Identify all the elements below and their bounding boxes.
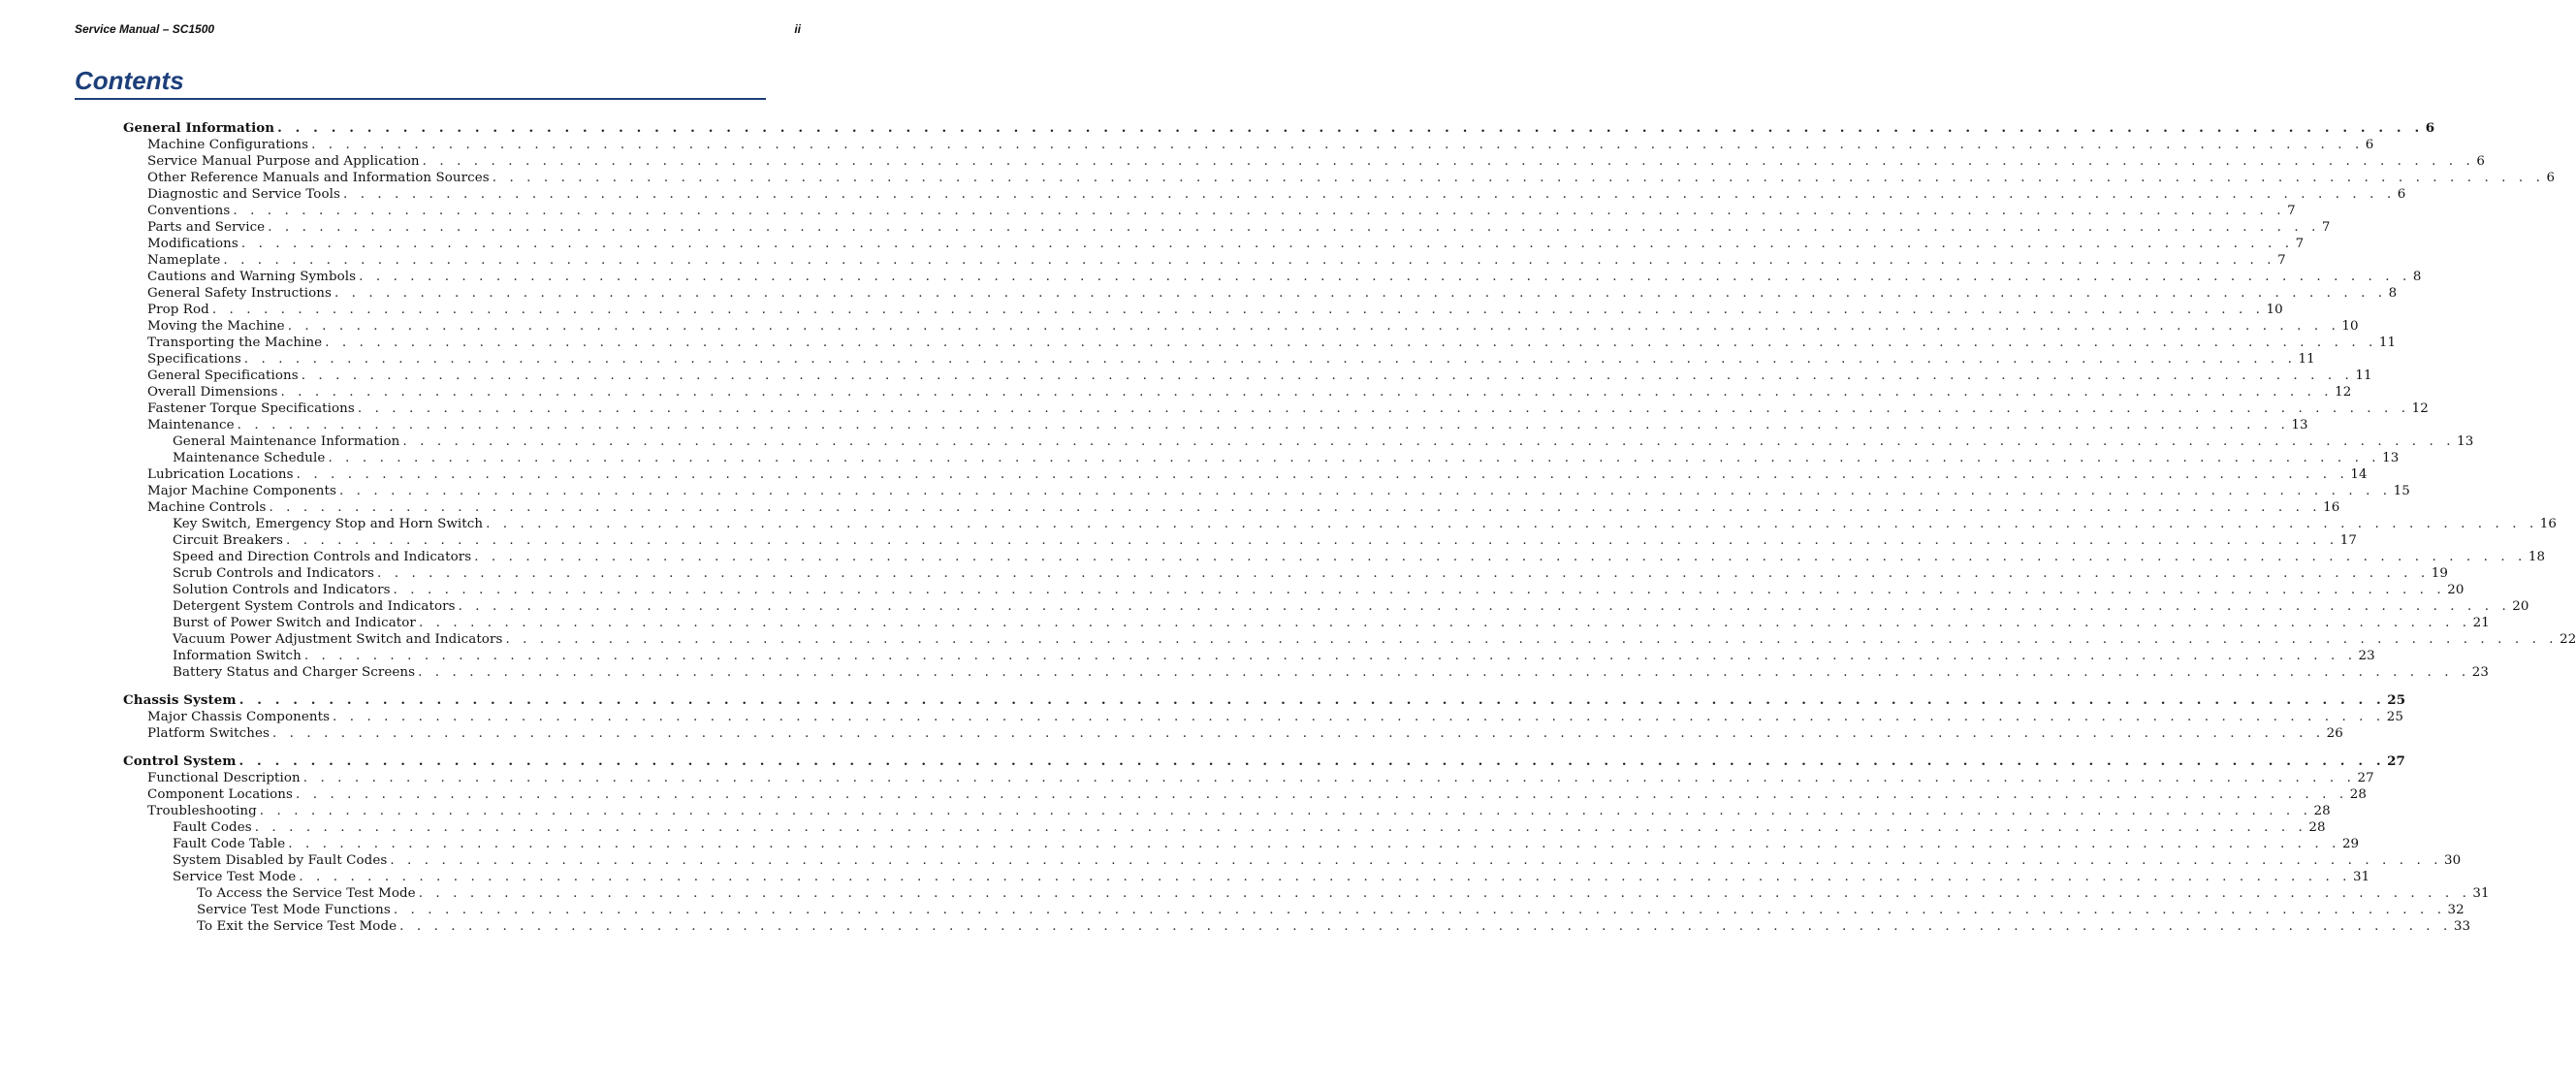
toc-entry-page: 32 — [2447, 903, 2465, 917]
toc-entry-page: 7 — [2277, 253, 2286, 268]
toc-entry[interactable] — [173, 615, 2490, 631]
toc-entry-title: Other Reference Manuals and Information Sources — [147, 171, 490, 185]
toc-entry-page: 25 — [2386, 710, 2403, 724]
toc-entry-page: 16 — [2323, 500, 2340, 515]
toc-entry-page: 11 — [2378, 336, 2397, 350]
toc-entry[interactable] — [197, 902, 2465, 918]
toc-entry-title: Service Test Mode Functions — [197, 903, 391, 917]
toc-entry-page: 31 — [2353, 870, 2370, 884]
toc-entry-title: Fastener Torque Specifications — [147, 401, 355, 416]
dot-leader: . . . . . . . . . . . . . . . . . . . . . . . . . . . . . . . . . . . . . . . . . . . . . . . . . . . . . . . . . . . . . . . . . . . . . . . . . . . . . . . . . . . . . . . . . . . . . . . . . . . . . . . . . . . . . . . . . . . . . . . . — [243, 352, 2297, 367]
dot-leader: . . . . . . . . . . . . . . . . . . . . . . . . . . . . . . . . . . . . . . . . . . . . . . . . . . . . . . . . . . . . . . . . . . . . . . . . . . . . . . . . . . . . . . . . . . . . . . . . . . . . . . . . . . . . . . . . . . . . . . . . — [357, 401, 2410, 416]
toc-entry[interactable] — [173, 433, 2474, 450]
toc-entry-page: 31 — [2472, 886, 2490, 901]
dot-leader: . . . . . . . . . . . . . . . . . . . . . . . . . . . . . . . . . . . . . . . . . . . . . . . . . . . . . . . . . . . . . . . . . . . . . . . . . . . . . . . . . . . . . . . . . . . . . . . . . . . . . . . . . . . . . . . . . . . . . . . . — [296, 787, 2348, 802]
toc-entry-page: 8 — [2388, 286, 2398, 301]
toc-entry[interactable] — [173, 664, 2490, 681]
toc-entry-page: 14 — [2350, 467, 2368, 482]
dot-leader: . . . . . . . . . . . . . . . . . . . . . . . . . . . . . . . . . . . . . . . . . . . . . . . . . . . . . . . . . . . . . . . . . . . . . . . . . . . . . . . . . . . . . . . . . . . . . . . . . . . . . . . . . . . . . . . . . . . . . . . . — [338, 484, 2392, 498]
toc-entry[interactable] — [147, 384, 2352, 400]
dot-leader: . . . . . . . . . . . . . . . . . . . . . . . . . . . . . . . . . . . . . . . . . . . . . . . . . . . . . . . . . . . . . . . . . . . . . . . . . . . . . . . . . . . . . . . . . . . . . . . . . . . . . . . . . . . . . . . . . . . . . . . . — [390, 853, 2443, 868]
toc-entry[interactable] — [147, 725, 2343, 742]
toc-entry-page: 15 — [2393, 484, 2410, 498]
dot-leader: . . . . . . . . . . . . . . . . . . . . . . . . . . . . . . . . . . . . . . . . . . . . . . . . . . . . . . . . . . . . . . . . . . . . . . . . . . . . . . . . . . . . . . . . . . . . . . . . . . . . . . . . . . . . . . . . . . . . . . . . — [399, 919, 2452, 934]
dot-leader: . . . . . . . . . . . . . . . . . . . . . . . . . . . . . . . . . . . . . . . . . . . . . . . . . . . . . . . . . . . . . . . . . . . . . . . . . . . . . . . . . . . . . . . . . . . . . . . . . . . . . . . . . . . . . . . . . . . . . . . . — [271, 726, 2325, 741]
dot-leader: . . . . . . . . . . . . . . . . . . . . . . . . . . . . . . . . . . . . . . . . . . . . . . . . . . . . . . . . . . . . . . . . . . . . . . . . . . . . . . . . . . . . . . . . . . . . . . . . . . . . . . . . . . . . . . . . . . . . . . . . — [505, 632, 2559, 647]
toc-entry-page: 10 — [2266, 303, 2283, 317]
toc-entry[interactable] — [173, 516, 2558, 532]
toc-entry-title: Transporting the Machine — [147, 336, 323, 350]
running-header-title: Service Manual – SC1500 — [75, 22, 215, 36]
toc-entry[interactable] — [147, 186, 2406, 203]
toc-entry[interactable] — [173, 582, 2465, 598]
toc-entry-page: 33 — [2453, 919, 2471, 934]
dot-leader: . . . . . . . . . . . . . . . . . . . . . . . . . . . . . . . . . . . . . . . . . . . . . . . . . . . . . . . . . . . . . . . . . . . . . . . . . . . . . . . . . . . . . . . . . . . . . . . . . . . . . . . . . . . . . . . . . . . . . . . . — [325, 336, 2377, 350]
page-title: Contents — [75, 66, 184, 95]
toc-entry[interactable] — [173, 819, 2326, 836]
toc-entry-page: 11 — [2355, 368, 2372, 383]
dot-leader: . . . . . . . . . . . . . . . . . . . . . . . . . . . . . . . . . . . . . . . . . . . . . . . . . . . . . . . . . . . . . . . . . . . . . . . . . . . . . . . . . . . . . . . . . . . . . . . . . . . . . . . . . . . . . . . . . . . . . . . . — [269, 500, 2322, 515]
dot-leader: . . . . . . . . . . . . . . . . . . . . . . . . . . . . . . . . . . . . . . . . . . . . . . . . . . . . . . . . . . . . . . . . . . . . . . . . . . . . . . . . . . . . . . . . . . . . . . . . . . . . . . . . . . . . . . . . . . . . . . . . — [239, 692, 2386, 708]
toc-entry[interactable] — [123, 120, 2435, 137]
toc-entry[interactable] — [147, 252, 2286, 269]
toc-entry-title: Machine Configurations — [147, 138, 309, 152]
dot-leader: . . . . . . . . . . . . . . . . . . . . . . . . . . . . . . . . . . . . . . . . . . . . . . . . . . . . . . . . . . . . . . . . . . . . . . . . . . . . . . . . . . . . . . . . . . . . . . . . . . . . . . . . . . . . . . . . . . . . . . . . — [288, 837, 2340, 851]
toc-entry[interactable] — [147, 318, 2359, 335]
toc-entry-page: 20 — [2512, 599, 2529, 614]
dot-leader: . . . . . . . . . . . . . . . . . . . . . . . . . . . . . . . . . . . . . . . . . . . . . . . . . . . . . . . . . . . . . . . . . . . . . . . . . . . . . . . . . . . . . . . . . . . . . . . . . . . . . . . . . . . . . . . . . . . . . . . . — [211, 303, 2265, 317]
toc-entry[interactable] — [147, 483, 2410, 499]
toc-entry-title: General Specifications — [147, 368, 299, 383]
dot-leader: . . . . . . . . . . . . . . . . . . . . . . . . . . . . . . . . . . . . . . . . . . . . . . . . . . . . . . . . . . . . . . . . . . . . . . . . . . . . . . . . . . . . . . . . . . . . . . . . . . . . . . . . . . . . . . . . . . . . . . . . — [303, 649, 2357, 663]
dot-leader: . . . . . . . . . . . . . . . . . . . . . . . . . . . . . . . . . . . . . . . . . . . . . . . . . . . . . . . . . . . . . . . . . . . . . . . . . . . . . . . . . . . . . . . . . . . . . . . . . . . . . . . . . . . . . . . . . . . . . . . . — [458, 599, 2511, 614]
dot-leader: . . . . . . . . . . . . . . . . . . . . . . . . . . . . . . . . . . . . . . . . . . . . . . . . . . . . . . . . . . . . . . . . . . . . . . . . . . . . . . . . . . . . . . . . . . . . . . . . . . . . . . . . . . . . . . . . . . . . . . . . — [233, 204, 2286, 218]
dot-leader: . . . . . . . . . . . . . . . . . . . . . . . . . . . . . . . . . . . . . . . . . . . . . . . . . . . . . . . . . . . . . . . . . . . . . . . . . . . . . . . . . . . . . . . . . . . . . . . . . . . . . . . . . . . . . . . . . . . . . . . . — [301, 368, 2354, 383]
toc-entry[interactable] — [173, 631, 2576, 648]
toc-entry-page: 7 — [2287, 204, 2296, 218]
toc-entry[interactable] — [147, 709, 2403, 725]
dot-leader: . . . . . . . . . . . . . . . . . . . . . . . . . . . . . . . . . . . . . . . . . . . . . . . . . . . . . . . . . . . . . . . . . . . . . . . . . . . . . . . . . . . . . . . . . . . . . . . . . . . . . . . . . . . . . . . . . . . . . . . . — [259, 804, 2312, 818]
toc-entry[interactable] — [173, 869, 2370, 885]
dot-leader: . . . . . . . . . . . . . . . . . . . . . . . . . . . . . . . . . . . . . . . . . . . . . . . . . . . . . . . . . . . . . . . . . . . . . . . . . . . . . . . . . . . . . . . . . . . . . . . . . . . . . . . . . . . . . . . . . . . . . . . . — [422, 154, 2475, 169]
toc-entry[interactable] — [147, 368, 2372, 384]
dot-leader: . . . . . . . . . . . . . . . . . . . . . . . . . . . . . . . . . . . . . . . . . . . . . . . . . . . . . . . . . . . . . . . . . . . . . . . . . . . . . . . . . . . . . . . . . . . . . . . . . . . . . . . . . . . . . . . . . . . . . . . . — [333, 710, 2385, 724]
toc-entry-page: 21 — [2472, 616, 2490, 630]
toc-entry-title: Machine Controls — [147, 500, 267, 515]
toc-entry-page: 28 — [2313, 804, 2331, 818]
toc-entry-title: Scrub Controls and Indicators — [173, 566, 375, 581]
dot-leader: . . . . . . . . . . . . . . . . . . . . . . . . . . . . . . . . . . . . . . . . . . . . . . . . . . . . . . . . . . . . . . . . . . . . . . . . . . . . . . . . . . . . . . . . . . . . . . . . . . . . . . . . . . . . . . . . . . . . . . . . — [334, 286, 2387, 301]
toc-entry-title: Platform Switches — [147, 726, 270, 741]
toc-entry[interactable] — [173, 836, 2360, 852]
toc-entry-page: 12 — [2335, 385, 2352, 400]
toc-entry-page: 10 — [2341, 319, 2359, 334]
toc-entry-page: 18 — [2528, 550, 2546, 564]
toc-entry-title: Conventions — [147, 204, 231, 218]
toc-entry[interactable] — [147, 153, 2485, 170]
toc-entry-title: Prop Rod — [147, 303, 209, 317]
toc-entry-title: Component Locations — [147, 787, 294, 802]
dot-leader: . . . . . . . . . . . . . . . . . . . . . . . . . . . . . . . . . . . . . . . . . . . . . . . . . . . . . . . . . . . . . . . . . . . . . . . . . . . . . . . . . . . . . . . . . . . . . . . . . . . . . . . . . . . . . . . . . . . . . . . . — [302, 771, 2356, 785]
toc-entry-page: 26 — [2326, 726, 2343, 741]
toc-entry-title: Nameplate — [147, 253, 221, 268]
toc-entry-title: Solution Controls and Indicators — [173, 583, 391, 597]
toc-entry[interactable] — [147, 335, 2397, 351]
toc-entry[interactable] — [173, 565, 2448, 582]
dot-leader: . . . . . . . . . . . . . . . . . . . . . . . . . . . . . . . . . . . . . . . . . . . . . . . . . . . . . . . . . . . . . . . . . . . . . . . . . . . . . . . . . . . . . . . . . . . . . . . . . . . . . . . . . . . . . . . . . . . . . . . . — [287, 319, 2340, 334]
toc-entry-title: Overall Dimensions — [147, 385, 278, 400]
toc-entry-title: Functional Description — [147, 771, 301, 785]
toc-entry-title: Lubrication Locations — [147, 467, 294, 482]
dot-leader: . . . . . . . . . . . . . . . . . . . . . . . . . . . . . . . . . . . . . . . . . . . . . . . . . . . . . . . . . . . . . . . . . . . . . . . . . . . . . . . . . . . . . . . . . . . . . . . . . . . . . . . . . . . . . . . . . . . . . . . . — [223, 253, 2276, 268]
toc-entry-page: 20 — [2447, 583, 2465, 597]
toc-entry-title: Vacuum Power Adjustment Switch and Indicators — [173, 632, 503, 647]
toc-entry-page: 30 — [2444, 853, 2462, 868]
dot-leader: . . . . . . . . . . . . . . . . . . . . . . . . . . . . . . . . . . . . . . . . . . . . . . . . . . . . . . . . . . . . . . . . . . . . . . . . . . . . . . . . . . . . . . . . . . . . . . . . . . . . . . . . . . . . . . . . . . . . . . . . — [342, 187, 2396, 202]
toc-entry-title: Fault Code Table — [173, 837, 286, 851]
toc-entry-title: General Safety Instructions — [147, 286, 332, 301]
toc-entry-page: 7 — [2321, 220, 2331, 235]
toc-entry-page: 28 — [2308, 820, 2326, 835]
toc-entry-page: 6 — [2546, 171, 2556, 185]
toc-entry[interactable] — [147, 302, 2283, 318]
toc-entry-title: General Maintenance Information — [173, 434, 400, 449]
toc-entry[interactable] — [147, 499, 2340, 516]
toc-entry-page: 8 — [2412, 270, 2422, 284]
toc-entry-page: 6 — [2365, 138, 2374, 152]
toc-entry[interactable] — [147, 203, 2296, 219]
toc-entry-page: 16 — [2539, 517, 2558, 531]
toc-entry[interactable] — [173, 549, 2546, 565]
toc-entry[interactable] — [173, 450, 2400, 466]
toc-entry[interactable] — [173, 648, 2375, 664]
toc-entry-title: To Access the Service Test Mode — [197, 886, 416, 901]
toc-entry-page: 7 — [2295, 237, 2305, 251]
dot-leader: . . . . . . . . . . . . . . . . . . . . . . . . . . . . . . . . . . . . . . . . . . . . . . . . . . . . . . . . . . . . . . . . . . . . . . . . . . . . . . . . . . . . . . . . . . . . . . . . . . . . . . . . . . . . . . . . . . . . . . . . — [299, 870, 2352, 884]
title-divider — [75, 98, 766, 100]
toc-entry[interactable] — [173, 532, 2357, 549]
dot-leader: . . . . . . . . . . . . . . . . . . . . . . . . . . . . . . . . . . . . . . . . . . . . . . . . . . . . . . . . . . . . . . . . . . . . . . . . . . . . . . . . . . . . . . . . . . . . . . . . . . . . . . . . . . . . . . . . . . . . . . . . — [359, 270, 2411, 284]
page-number: ii — [794, 22, 801, 36]
toc-entry-title: Troubleshooting — [147, 804, 257, 818]
toc-entry[interactable] — [197, 918, 2471, 935]
toc-entry-page: 6 — [2476, 154, 2485, 169]
toc-entry-page: 27 — [2357, 771, 2374, 785]
dot-leader: . . . . . . . . . . . . . . . . . . . . . . . . . . . . . . . . . . . . . . . . . . . . . . . . . . . . . . . . . . . . . . . . . . . . . . . . . . . . . . . . . . . . . . . . . . . . . . . . . . . . . . . . . . . . . . . . . . . . . . . . — [377, 566, 2430, 581]
dot-leader: . . . . . . . . . . . . . . . . . . . . . . . . . . . . . . . . . . . . . . . . . . . . . . . . . . . . . . . . . . . . . . . . . . . . . . . . . . . . . . . . . . . . . . . . . . . . . . . . . . . . . . . . . . . . . . . . . . . . . . . . — [418, 886, 2471, 901]
toc-entry-title: Cautions and Warning Symbols — [147, 270, 357, 284]
toc-entry-page: 19 — [2431, 566, 2448, 581]
dot-leader: . . . . . . . . . . . . . . . . . . . . . . . . . . . . . . . . . . . . . . . . . . . . . . . . . . . . . . . . . . . . . . . . . . . . . . . . . . . . . . . . . . . . . . . . . . . . . . . . . . . . . . . . . . . . . . . . . . . . . . . . — [474, 550, 2527, 564]
toc-entry-title: Moving the Machine — [147, 319, 285, 334]
toc-entry-title: Detergent System Controls and Indicators — [173, 599, 456, 614]
toc-entry-page: 13 — [2291, 418, 2308, 432]
toc-entry[interactable] — [147, 351, 2315, 368]
dot-leader: . . . . . . . . . . . . . . . . . . . . . . . . . . . . . . . . . . . . . . . . . . . . . . . . . . . . . . . . . . . . . . . . . . . . . . . . . . . . . . . . . . . . . . . . . . . . . . . . . . . . . . . . . . . . . . . . . . . . . . . . — [237, 418, 2290, 432]
toc-entry[interactable] — [147, 236, 2305, 252]
toc-entry-title: Key Switch, Emergency Stop and Horn Switch — [173, 517, 484, 531]
dot-leader: . . . . . . . . . . . . . . . . . . . . . . . . . . . . . . . . . . . . . . . . . . . . . . . . . . . . . . . . . . . . . . . . . . . . . . . . . . . . . . . . . . . . . . . . . . . . . . . . . . . . . . . . . . . . . . . . . . . . . . . . — [486, 517, 2538, 531]
toc-entry-page: 11 — [2298, 352, 2315, 367]
toc-entry[interactable] — [147, 219, 2331, 236]
toc-entry-title: Maintenance — [147, 418, 235, 432]
dot-leader: . . . . . . . . . . . . . . . . . . . . . . . . . . . . . . . . . . . . . . . . . . . . . . . . . . . . . . . . . . . . . . . . . . . . . . . . . . . . . . . . . . . . . . . . . . . . . . . . . . . . . . . . . . . . . . . . . . . . . . . . — [286, 533, 2338, 548]
toc-entry-title: Maintenance Schedule — [173, 451, 326, 465]
toc-entry[interactable] — [147, 786, 2367, 803]
dot-leader: . . . . . . . . . . . . . . . . . . . . . . . . . . . . . . . . . . . . . . . . . . . . . . . . . . . . . . . . . . . . . . . . . . . . . . . . . . . . . . . . . . . . . . . . . . . . . . . . . . . . . . . . . . . . . . . . . . . . . . . . — [393, 583, 2446, 597]
toc-entry[interactable] — [147, 803, 2331, 819]
dot-leader: . . . . . . . . . . . . . . . . . . . . . . . . . . . . . . . . . . . . . . . . . . . . . . . . . . . . . . . . . . . . . . . . . . . . . . . . . . . . . . . . . . . . . . . . . . . . . . . . . . . . . . . . . . . . . . . . . . . . . . . . — [311, 138, 2364, 152]
toc-entry-title: System Disabled by Fault Codes — [173, 853, 388, 868]
dot-leader: . . . . . . . . . . . . . . . . . . . . . . . . . . . . . . . . . . . . . . . . . . . . . . . . . . . . . . . . . . . . . . . . . . . . . . . . . . . . . . . . . . . . . . . . . . . . . . . . . . . . . . . . . . . . . . . . . . . . . . . . — [393, 903, 2446, 917]
dot-leader: . . . . . . . . . . . . . . . . . . . . . . . . . . . . . . . . . . . . . . . . . . . . . . . . . . . . . . . . . . . . . . . . . . . . . . . . . . . . . . . . . . . . . . . . . . . . . . . . . . . . . . . . . . . . . . . . . . . . . . . . — [239, 753, 2386, 769]
toc-entry-title: Control System — [123, 753, 237, 769]
dot-leader: . . . . . . . . . . . . . . . . . . . . . . . . . . . . . . . . . . . . . . . . . . . . . . . . . . . . . . . . . . . . . . . . . . . . . . . . . . . . . . . . . . . . . . . . . . . . . . . . . . . . . . . . . . . . . . . . . . . . . . . . — [268, 220, 2320, 235]
toc-entry-title: Information Switch — [173, 649, 302, 663]
toc-entry-title: To Exit the Service Test Mode — [197, 919, 398, 934]
toc-entry-title: Diagnostic and Service Tools — [147, 187, 340, 202]
dot-leader: . . . . . . . . . . . . . . . . . . . . . . . . . . . . . . . . . . . . . . . . . . . . . . . . . . . . . . . . . . . . . . . . . . . . . . . . . . . . . . . . . . . . . . . . . . . . . . . . . . . . . . . . . . . . . . . . . . . . . . . . — [296, 467, 2349, 482]
toc-entry-page: 12 — [2411, 401, 2429, 416]
toc-entry-title: Speed and Direction Controls and Indicators — [173, 550, 472, 564]
toc-entry-title: Service Test Mode — [173, 870, 297, 884]
dot-leader: . . . . . . . . . . . . . . . . . . . . . . . . . . . . . . . . . . . . . . . . . . . . . . . . . . . . . . . . . . . . . . . . . . . . . . . . . . . . . . . . . . . . . . . . . . . . . . . . . . . . . . . . . . . . . . . . . . . . . . . . — [254, 820, 2307, 835]
toc-entry-title: Battery Status and Charger Screens — [173, 665, 416, 680]
toc-entry-page: 6 — [2425, 120, 2435, 136]
toc-entry-page: 27 — [2387, 753, 2405, 769]
toc-entry-title: Parts and Service — [147, 220, 266, 235]
toc-entry-title: Circuit Breakers — [173, 533, 284, 548]
toc-entry-title: Major Machine Components — [147, 484, 336, 498]
toc-entry[interactable] — [147, 466, 2368, 483]
toc-entry[interactable] — [173, 852, 2462, 869]
toc-entry[interactable] — [147, 137, 2374, 153]
toc-entry-title: Major Chassis Components — [147, 710, 331, 724]
toc-entry-title: Modifications — [147, 237, 239, 251]
toc-entry[interactable] — [173, 598, 2529, 615]
toc-entry-page: 23 — [2471, 665, 2490, 680]
dot-leader: . . . . . . . . . . . . . . . . . . . . . . . . . . . . . . . . . . . . . . . . . . . . . . . . . . . . . . . . . . . . . . . . . . . . . . . . . . . . . . . . . . . . . . . . . . . . . . . . . . . . . . . . . . . . . . . . . . . . . . . . — [492, 171, 2545, 185]
dot-leader: . . . . . . . . . . . . . . . . . . . . . . . . . . . . . . . . . . . . . . . . . . . . . . . . . . . . . . . . . . . . . . . . . . . . . . . . . . . . . . . . . . . . . . . . . . . . . . . . . . . . . . . . . . . . . . . . . . . . . . . . — [277, 120, 2424, 136]
toc-entry[interactable] — [147, 269, 2422, 285]
toc-entry-page: 23 — [2358, 649, 2375, 663]
toc-entry-title: Burst of Power Switch and Indicator — [173, 616, 416, 630]
toc-entry-page: 6 — [2397, 187, 2406, 202]
toc-entry[interactable] — [147, 285, 2398, 302]
dot-leader: . . . . . . . . . . . . . . . . . . . . . . . . . . . . . . . . . . . . . . . . . . . . . . . . . . . . . . . . . . . . . . . . . . . . . . . . . . . . . . . . . . . . . . . . . . . . . . . . . . . . . . . . . . . . . . . . . . . . . . . . — [418, 616, 2471, 630]
toc-entry-title: Chassis System — [123, 692, 237, 708]
toc-entry-page: 29 — [2341, 837, 2360, 851]
dot-leader: . . . . . . . . . . . . . . . . . . . . . . . . . . . . . . . . . . . . . . . . . . . . . . . . . . . . . . . . . . . . . . . . . . . . . . . . . . . . . . . . . . . . . . . . . . . . . . . . . . . . . . . . . . . . . . . . . . . . . . . . — [280, 385, 2334, 400]
toc-entry-page: 13 — [2382, 451, 2400, 465]
toc-entry-page: 25 — [2387, 692, 2406, 708]
toc-entry[interactable] — [123, 753, 2405, 770]
toc-entry-title: Fault Codes — [173, 820, 252, 835]
toc-entry-page: 13 — [2457, 434, 2474, 449]
toc-entry-page: 28 — [2349, 787, 2367, 802]
toc-entry-title: Service Manual Purpose and Application — [147, 154, 420, 169]
toc-entry-title: Specifications — [147, 352, 241, 367]
toc-entry-title: General Information — [123, 120, 275, 136]
toc-entry[interactable] — [147, 770, 2374, 786]
toc-entry[interactable] — [123, 692, 2406, 709]
toc-entry[interactable] — [147, 400, 2429, 417]
toc-entry[interactable] — [147, 417, 2308, 433]
toc-entry-page: 17 — [2339, 533, 2357, 548]
dot-leader: . . . . . . . . . . . . . . . . . . . . . . . . . . . . . . . . . . . . . . . . . . . . . . . . . . . . . . . . . . . . . . . . . . . . . . . . . . . . . . . . . . . . . . . . . . . . . . . . . . . . . . . . . . . . . . . . . . . . . . . . — [240, 237, 2294, 251]
toc-entry[interactable] — [147, 170, 2556, 186]
dot-leader: . . . . . . . . . . . . . . . . . . . . . . . . . . . . . . . . . . . . . . . . . . . . . . . . . . . . . . . . . . . . . . . . . . . . . . . . . . . . . . . . . . . . . . . . . . . . . . . . . . . . . . . . . . . . . . . . . . . . . . . . — [328, 451, 2381, 465]
toc-entry-page: 22 — [2560, 632, 2576, 647]
toc-entry[interactable] — [197, 885, 2490, 902]
dot-leader: . . . . . . . . . . . . . . . . . . . . . . . . . . . . . . . . . . . . . . . . . . . . . . . . . . . . . . . . . . . . . . . . . . . . . . . . . . . . . . . . . . . . . . . . . . . . . . . . . . . . . . . . . . . . . . . . . . . . . . . . — [418, 665, 2470, 680]
dot-leader: . . . . . . . . . . . . . . . . . . . . . . . . . . . . . . . . . . . . . . . . . . . . . . . . . . . . . . . . . . . . . . . . . . . . . . . . . . . . . . . . . . . . . . . . . . . . . . . . . . . . . . . . . . . . . . . . . . . . . . . . — [402, 434, 2456, 449]
